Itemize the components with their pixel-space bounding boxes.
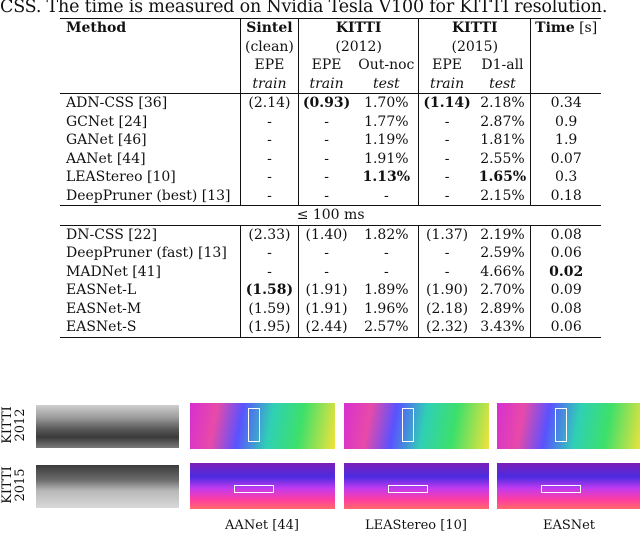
table-row: AANet [44] - - 1.91% - 2.55% 0.07	[60, 150, 601, 169]
table-row: MADNet [41] - - - - 4.66% 0.02	[60, 263, 601, 282]
left-image-kitti2012	[36, 405, 179, 448]
highlight-box	[555, 408, 567, 442]
highlight-box	[248, 408, 260, 442]
table-row: DeepPruner (best) [13] - - - - 2.15% 0.18	[60, 187, 601, 206]
disparity-leastereo-kitti2012	[344, 403, 489, 449]
table-row: ADN-CSS [36] (2.14) (0.93) 1.70% (1.14) 2.18% 0.34	[60, 94, 601, 113]
table-row: EASNet-S (1.95) (2.44) 2.57% (2.32) 3.43% 0.06	[60, 318, 601, 337]
table-row: EASNet-L (1.58) (1.91) 1.89% (1.90) 2.70% 0.09	[60, 281, 601, 300]
column-label-easnet: EASNet	[542, 518, 596, 533]
header-sintel: Sintel	[241, 19, 299, 38]
header-metric: D1-all	[481, 57, 524, 73]
disparity-aanet-kitti2015	[190, 463, 335, 509]
table-row: GANet [46] - - 1.19% - 1.81% 1.9	[60, 131, 601, 150]
header-kitti2012-sub: (2012)	[335, 38, 382, 55]
header-split: train	[309, 75, 344, 92]
table-row: GCNet [24] - - 1.77% - 2.87% 0.9	[60, 113, 601, 132]
table-row: DeepPruner (fast) [13] - - - - 2.59% 0.06	[60, 244, 601, 263]
highlight-box	[402, 408, 414, 442]
header-split: test	[489, 75, 516, 92]
highlight-box	[234, 485, 274, 493]
caption-line: CSS. The time is measured on Nvidia Tesla V100 for KITTI resolution.	[0, 0, 608, 17]
header-kitti2012: KITTI	[298, 19, 419, 38]
header-kitti2015-sub: (2015)	[419, 38, 531, 57]
header-split: test	[372, 75, 400, 92]
latency-separator: ≤ 100 ms	[60, 206, 601, 226]
highlight-box	[541, 485, 581, 493]
header-split: train	[419, 75, 475, 94]
header-metric: EPE	[311, 57, 342, 73]
disparity-easnet-kitti2012	[497, 403, 640, 449]
table-row: DN-CSS [22] (2.33) (1.40) 1.82% (1.37) 2.19% 0.08	[60, 225, 601, 244]
highlight-box	[388, 485, 428, 493]
results-table	[60, 18, 601, 338]
header-method: Method	[60, 19, 241, 38]
left-image-kitti2015	[36, 465, 179, 508]
disparity-aanet-kitti2012	[190, 403, 335, 449]
row-label-kitti2015: KITTI 2015	[0, 466, 28, 504]
disparity-leastereo-kitti2015	[344, 463, 489, 509]
row-label-kitti2012: KITTI 2012	[0, 406, 28, 444]
table-row: LEAStereo [10] - - 1.13% - 1.65% 0.3	[60, 168, 601, 187]
column-label-aanet: AANet [44]	[225, 518, 299, 533]
header-metric: EPE	[241, 56, 299, 75]
header-metric: EPE	[419, 56, 475, 75]
header-split: train	[241, 75, 299, 94]
table-row: EASNet-M (1.59) (1.91) 1.96% (2.18) 2.89% 0.08	[60, 300, 601, 319]
column-label-leastereo: LEAStereo [10]	[365, 518, 467, 533]
header-metric: Out-noc	[358, 57, 415, 73]
disparity-easnet-kitti2015	[497, 463, 640, 509]
header-kitti2015: KITTI	[419, 19, 531, 38]
header-time: Time [s]	[531, 19, 602, 38]
header-sintel-sub: (clean)	[241, 38, 299, 57]
